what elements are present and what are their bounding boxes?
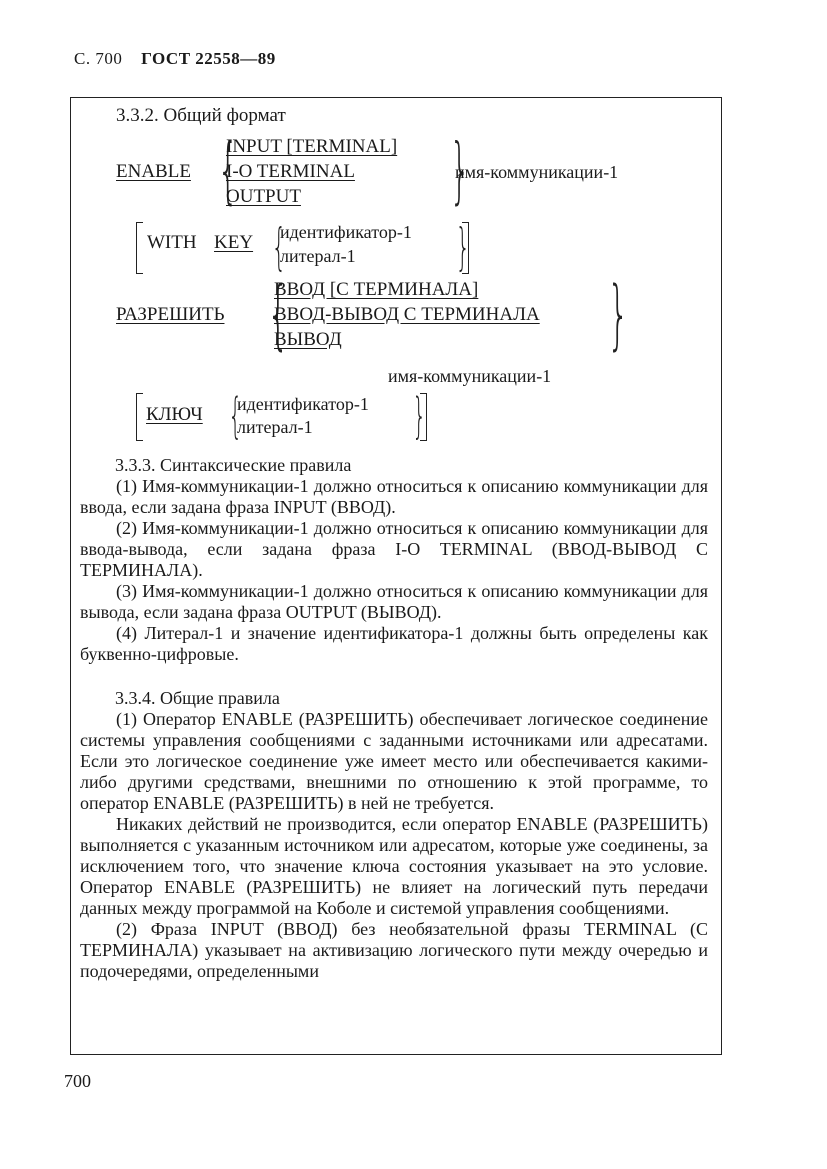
razreshit-option-vvod-vyvod: ВВОД-ВЫВОД С ТЕРМИНАЛА [274,304,540,325]
right-brace-icon: } [607,269,630,358]
enable-option-io: I-O TERMINAL [226,161,355,182]
left-bracket-icon [136,222,143,274]
right-brace-icon: } [449,128,471,212]
general-rules-list [80,709,708,982]
key-option-literal: литерал-1 [280,246,356,266]
general-rule-2: (2) Фраза INPUT (ВВОД) без необязательной фразы TERMINAL (С ТЕРМИНАЛА) указывает на активизацию логического пути между очередью и подочередями, определенными [80,919,708,981]
klyuch-option-literal: литерал-1 [237,417,313,437]
enable-comm-name: имя-коммуникации-1 [455,162,619,182]
general-rules-heading: 3.3.4. Общие правила [115,688,280,708]
key-keyword: KEY [214,232,254,253]
general-rule-1-cont: Никаких действий не производится, если оператор ENABLE (РАЗРЕШИТЬ) выполняется с указанным источником или адресатом, которые уже соединены, за исключением того, что значение ключа состояния указывает на это условие. Оператор ENABLE (РАЗРЕШИТЬ) не влияет на логический путь передачи данных между программой на Коболе и системой управления сообщениями. [80,814,708,918]
razreshit-option-vvod: ВВОД [С ТЕРМИНАЛА] [274,279,479,300]
syntax-rules-list [80,476,708,665]
page-number: 700 [64,1071,91,1091]
enable-keyword: ENABLE [116,161,191,182]
page-header [74,49,276,69]
left-bracket-icon [136,393,143,441]
razreshit-comm-name: имя-коммуникации-1 [388,366,552,386]
syntax-rule-4: (4) Литерал-1 и значение идентификатора-1 должны быть определены как буквенно-цифровые. [80,623,708,664]
general-format-heading: 3.3.2. Общий формат [116,105,286,126]
with-keyword: WITH [147,232,197,253]
key-option-identifier: идентификатор-1 [280,222,412,242]
right-brace-icon: } [455,218,471,276]
enable-option-output: OUTPUT [226,186,301,207]
klyuch-option-identifier: идентификатор-1 [237,394,369,414]
syntax-rule-2: (2) Имя-коммуникации-1 должно относиться к описанию коммуникации для ввода-вывода, если задана фраза I-O TERMINAL (ВВОД-ВЫВОД С ТЕРМИНАЛА). [80,518,708,580]
enable-option-input: INPUT [TERMINAL] [226,136,398,157]
syntax-rule-3: (3) Имя-коммуникации-1 должно относиться к описанию коммуникации для вывода, если задана фраза OUTPUT (ВЫВОД). [80,581,708,622]
left-brace-icon: { [228,388,243,444]
syntax-rule-1: (1) Имя-коммуникации-1 должно относиться к описанию коммуникации для ввода, если задана фраза INPUT (ВВОД). [80,476,708,517]
page-ref: С. 700 [74,49,123,68]
left-brace-icon: { [271,218,287,276]
right-bracket-icon [420,393,427,441]
klyuch-keyword: КЛЮЧ [146,404,203,425]
right-brace-icon: } [412,388,427,444]
right-bracket-icon [462,222,469,274]
syntax-rules-heading: 3.3.3. Синтаксические правила [115,455,352,475]
left-brace-icon: { [217,128,239,212]
standard-code: ГОСТ 22558—89 [141,49,276,68]
left-brace-icon: { [267,269,290,358]
general-rule-1: (1) Оператор ENABLE (РАЗРЕШИТЬ) обеспечивает логическое соединение системы управления сообщениями с заданными источниками или адресатами. Если это логическое соединение уже имеет место или обеспечивается какими-либо другими средствами, внешними по отношению к этой программе, то оператор ENABLE (РАЗРЕШИТЬ) в ней не требуется. [80,709,708,813]
razreshit-keyword: РАЗРЕШИТЬ [116,304,225,325]
razreshit-option-vyvod: ВЫВОД [274,329,342,350]
